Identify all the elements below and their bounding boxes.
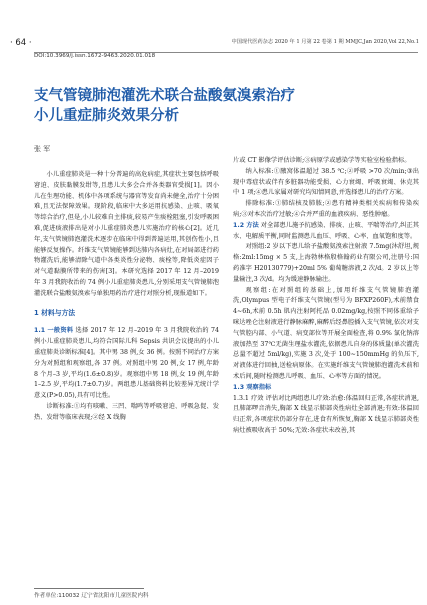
intro-paragraph: 小儿重症肺炎是一种十分普遍的高危病症,其症状主要包括呼吸窘迫、皮肤黏膜发绀等,且患儿大多会合并各类器官受损[1]。因小儿在生理功能、机体中各项系统与器官等发育尚未健全,治疗十分困难,且无法保障效果。现阶段,临床中大多运用抗感染、止咳、吸氧等综合治疗,但是,小儿较难自主排痰,较易产生痰栓阻塞,引发呼吸困难,促进痰液排出是对小儿重症肺炎患儿实施治疗的核心[2]。近几年,支气管镜肺泡灌洗术逐步在临床中得到普遍运用,其创伤性小,且能够反复操作。纤维支气管镜能够到达肺内各病灶,在对局部进行药物灌洗后,能够清除气道中各类炎性分泌物、痰栓等,降低炎症因子对气道黏膜所带来的伤害[3]。本研究选择 2017 年 12 月–2019 年 3 月我院收治的 74 例小儿重症肺炎患儿,分别采用支气管镜肺泡灌洗联合盐酸氨溴索与单独用药治疗进行对照分析,现报道如下。: [34, 171, 219, 297]
page-number: · 64 ·: [10, 38, 32, 48]
general-data-text: 选择 2017 年 12 月–2019 年 3 月我院收治的 74 例小儿重症肺炎患儿,均符合国际儿科 Sepsis 共识会议提出的小儿重症肺炎诊断标准[4]。其中男 38 例,女 36 例。按照不同治疗方案分为对照组和观察组,各 37 例。对照组中男 20 例,女 17 例,年龄 8 个月–3 岁,平均(1.6±0.8)岁。观察组中男 18 例,女 19 例,年龄 1–2.5 岁,平均(1.7±0.7)岁。两组患儿基础资料比较差异无统计学意义(P>0.05),具有可比性。: [34, 327, 219, 400]
right-column: [233, 156, 419, 437]
running-header: 中国现代医药杂志 2020 年 1 月第 22 卷第 1 期 MMJC,Jan 2020,Vol 22,No.1: [231, 39, 419, 45]
article-title-line-2: 小儿重症肺炎效果分析: [34, 108, 179, 124]
left-column: [34, 170, 219, 424]
author-affiliation-footnote: 作者单位:110032 辽宁省沈阳市儿童医院内科: [34, 593, 149, 599]
control-group-paragraph: 对照组:2 岁以下患儿给予盐酸氨溴索注射液 7.5mg(沐舒坦,规格:2ml:15mg × 5 支,上海勃林格殷格翰药业有限公司,注册号:国药准字 H20130779)+20ml 5% 葡萄糖溶液,2 次/d。2 岁以上等量输注,3 次/d。均为缓速静脉输注。: [233, 243, 419, 283]
general-data-paragraph: [34, 326, 219, 402]
doi-line: DOI:10.3969/j.issn.1672-9463.2020.01.018: [34, 53, 156, 59]
article-title-line-1: 支气管镜肺泡灌洗术联合盐酸氨溴索治疗: [34, 88, 295, 104]
diagnosis-criteria-paragraph: 诊断标准:①均有咳嗽、三凹、喘鸣等呼吸窘迫、呼吸急促、发热、发绀等临床表现;②经 X 线胸: [34, 402, 219, 421]
footnote-rule: [34, 588, 144, 589]
methods-text: 对全部患儿施予抗感染、排痰、止咳、平喘等治疗,纠正其水、电解质平衡,同时监测患儿血压、呼吸、心率、血氧饱和度等。: [233, 221, 419, 240]
observation-group-paragraph: 观察组:在对照组的基础上,加用纤维支气管镜肺泡灌洗,Olympus 型电子纤维支气管镜(型号为 BFXP260F),术前禁食 4~6h,术前 0.5h 肌内注射阿托品 0.02mg/kg,按照不同体重给予咪达唑仑注射液进行静脉麻醉,麻醉后经鼻腔插入支气管镜,依次对支气管腔内部、小气道、病变部位等开展全面检查,将 0.9% 氯化钠溶液加热至 37℃无菌生理盐水灌洗,依据患儿自身的体质量(单次灌洗总量不超过 5ml/kg),实施 3 次,处于 100~150mmHg 的负压下,对液体进行回抽,送检病原体。在实施纤维支气管镜肺泡灌洗术前和术后间,随时检测患儿呼吸、血压、心率等方面的情况。: [233, 286, 419, 380]
diagnosis-continuation: 片或 CT 影像学评估诊断;③病原学或感染学等实验室检验指标。: [233, 157, 411, 164]
methods-paragraph: [233, 221, 419, 243]
efficacy-paragraph: 1.3.1 疗效 评估对比两组患儿疗效:治愈:体温回归正常,各症状消退,且肺部啰音消失,胸部 X 线显示肺部炎性病灶全部消退;有效:体温回归正常,各项症状仍部分存在,进食有所恢复,胸部 X 线显示肺部炎性病灶被吸收高于 50%;无效:各症状未改善,其: [233, 394, 419, 434]
subheading-observation-indicators: 1.3 观察指标: [233, 383, 272, 391]
subheading-methods: 1.2 方法: [233, 221, 259, 229]
subheading-general-data: 1.1 一般资料: [34, 327, 74, 335]
section-heading-materials-methods: 1 材料与方法: [34, 308, 76, 317]
inclusion-criteria-paragraph: 纳入标准:①腋窝体温超过 38.5 ℃;②呼吸 >70 次/min;③出现中毒症状或伴有多脏器功能受损、心力衰竭、呼吸衰竭、休克其中 1 项;④患儿家属对研究均知情同意,并选择患儿的治疗方案。: [233, 167, 419, 197]
author-name: 张 军: [34, 145, 51, 153]
exclusion-criteria-paragraph: 排除标准:①肺结核及肺脓;②患有精神类相关疾病和传染疾病;③对本次治疗过敏;④合并严重的血液疾病、恶性肿瘤。: [233, 200, 419, 218]
